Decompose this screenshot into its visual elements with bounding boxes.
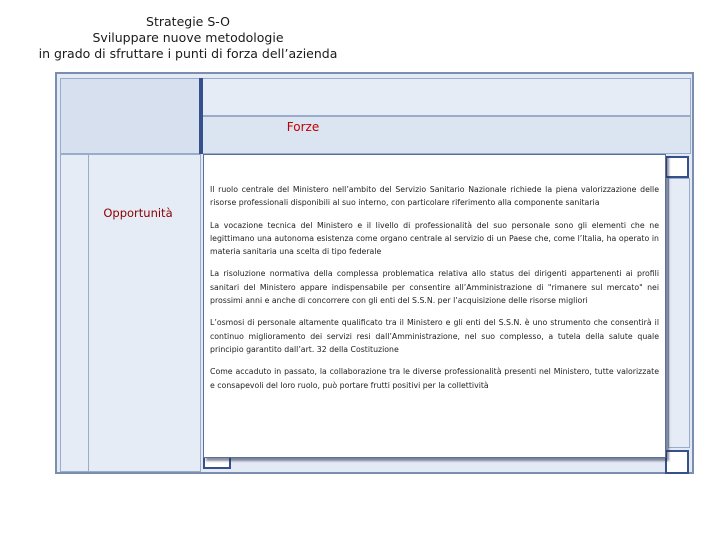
resize-handle-top-right[interactable] (665, 156, 689, 178)
matrix-corner-cell (60, 78, 201, 154)
forze-label: Forze (286, 120, 320, 134)
strategy-text-box[interactable] (203, 154, 666, 458)
strategy-paragraph-1: Il ruolo centrale del Ministero nell’ambito del Servizio Sanitario Nazionale richiede la piena valorizzazione delle risorse professionali disponibili al suo interno, con particolare riferimento alla componente sanitaria (210, 185, 659, 208)
title-line-2: Sviluppare nuove metodologie (92, 30, 284, 45)
slide-title (0, 14, 376, 62)
matrix-right-cell (668, 178, 690, 448)
strategy-paragraph-2: La vocazione tecnica del Ministero e il livello di professionalità del suo personale sono gli elementi che ne legittimano una autonoma esistenza come organo centrale al servizio di un Paese che, come l’Italia, ha operato in materia sanitaria una scelta di tipo federale (210, 220, 659, 257)
strategy-paragraph-4: L’osmosi di personale altamente qualificato tra il Ministero e gli enti del S.S.N. è uno strumento che consentirà il continuo miglioramento dei servizi resi dall’Amministrazione, nel suo complesso, a tutela della salute quale principio garantito dall’art. 32 della Costituzione (210, 318, 659, 354)
vertical-divider-bar (199, 78, 203, 154)
left-column-divider (88, 154, 201, 472)
opportunita-label: Opportunità (103, 206, 173, 220)
resize-handle-bottom-right[interactable] (665, 450, 689, 474)
title-line-1: Strategie S-O (146, 14, 230, 29)
matrix-top-cell (201, 78, 691, 116)
strategy-paragraph-3: La risoluzione normativa della complessa problematica relativa allo status dei dirigenti appartenenti ai profili sanitari del Ministero appare indispensabile per consentire all’Amministrazione di "rimanere sul mercato" nei prossimi anni e anche di concorrere con gli enti del S.S.N. per l’acquisizione delle risorse migliori (210, 269, 659, 306)
strategy-paragraph-5: Come accaduto in passato, la collaborazione tra le diverse professionalità presenti nel Ministero, tutte valorizzate e consapevoli del loro ruolo, può portare frutti positivi per la collettività (210, 367, 659, 390)
title-line-3: in grado di sfruttare i punti di forza dell’azienda (38, 46, 338, 61)
